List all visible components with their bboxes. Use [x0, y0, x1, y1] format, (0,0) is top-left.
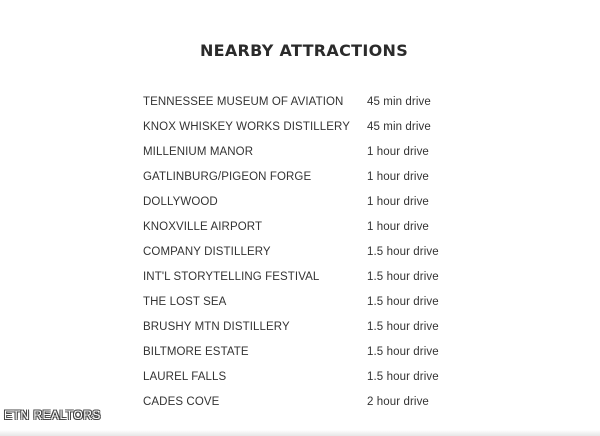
page-title: NEARBY ATTRACTIONS [199, 41, 409, 60]
drive-time: 2 hour drive [367, 395, 429, 408]
attraction-name: COMPANY DISTILLERY [143, 245, 271, 258]
watermark-text: ETN REALTORS [4, 408, 101, 422]
drive-time: 1.5 hour drive [367, 370, 439, 383]
bottom-edge [0, 430, 600, 436]
drive-time: 1.5 hour drive [367, 270, 439, 283]
attraction-name: DOLLYWOOD [143, 195, 218, 208]
list-item [143, 189, 473, 214]
list-item [143, 214, 473, 239]
list-item [143, 389, 473, 414]
drive-time: 45 min drive [367, 95, 431, 108]
list-item [143, 139, 473, 164]
attraction-name: MILLENIUM MANOR [143, 145, 254, 158]
list-item [143, 239, 473, 264]
attraction-name: INT'L STORYTELLING FESTIVAL [143, 270, 320, 283]
list-item [143, 314, 473, 339]
drive-time: 1 hour drive [367, 220, 429, 233]
attraction-name: KNOXVILLE AIRPORT [143, 220, 263, 233]
attraction-name: CADES COVE [143, 395, 220, 408]
attraction-name: BRUSHY MTN DISTILLERY [143, 320, 290, 333]
drive-time: 1 hour drive [367, 170, 429, 183]
attraction-name: LAUREL FALLS [143, 370, 227, 383]
attraction-name: THE LOST SEA [143, 295, 227, 308]
drive-time: 1 hour drive [367, 195, 429, 208]
drive-time: 1.5 hour drive [367, 295, 439, 308]
list-item [143, 339, 473, 364]
drive-time: 1.5 hour drive [367, 245, 439, 258]
list-item [143, 289, 473, 314]
list-item [143, 264, 473, 289]
drive-time: 1.5 hour drive [367, 320, 439, 333]
attraction-name: GATLINBURG/PIGEON FORGE [143, 170, 312, 183]
attraction-name: BILTMORE ESTATE [143, 345, 249, 358]
list-item [143, 164, 473, 189]
drive-time: 1 hour drive [367, 145, 429, 158]
attraction-name: TENNESSEE MUSEUM OF AVIATION [143, 95, 344, 108]
attraction-name: KNOX WHISKEY WORKS DISTILLERY [143, 120, 350, 133]
list-item [143, 114, 473, 139]
list-item [143, 364, 473, 389]
list-item [143, 89, 473, 114]
drive-time: 1.5 hour drive [367, 345, 439, 358]
attractions-list [143, 89, 473, 414]
drive-time: 45 min drive [367, 120, 431, 133]
